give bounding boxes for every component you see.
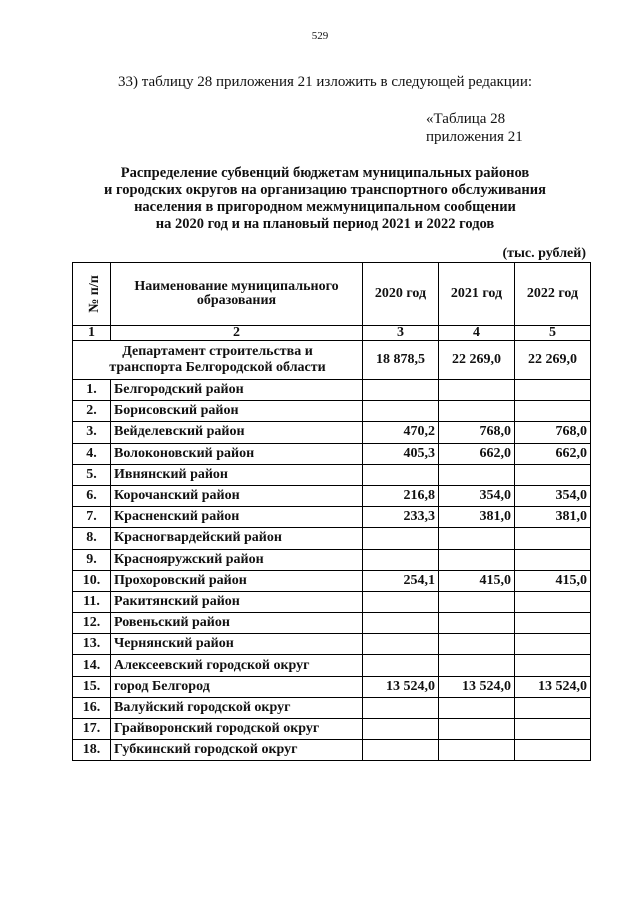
column-index: 2: [111, 326, 363, 341]
table-row: [73, 422, 591, 443]
table-row: [73, 401, 591, 422]
row-number: 8.: [73, 528, 111, 549]
municipality-name: Губкинский городской округ: [111, 740, 363, 761]
table-row: [73, 613, 591, 634]
value-2021: 13 524,0: [439, 676, 515, 697]
value-2020: [363, 380, 439, 401]
table-row: [73, 485, 591, 506]
value-2020: 405,3: [363, 443, 439, 464]
row-number: 4.: [73, 443, 111, 464]
value-2020: [363, 591, 439, 612]
municipality-name: Ровеньский район: [111, 613, 363, 634]
row-number: 2.: [73, 401, 111, 422]
header-name-line-1: Наименование муниципального: [134, 279, 339, 294]
value-2020: 470,2: [363, 422, 439, 443]
municipality-name: Вейделевский район: [111, 422, 363, 443]
value-2022: [515, 380, 591, 401]
table-row: [73, 464, 591, 485]
title-line: на 2020 год и на плановый период 2021 и 2022 годов: [155, 216, 495, 232]
municipality-name: Грайворонский городской округ: [111, 719, 363, 740]
value-2022: 354,0: [515, 485, 591, 506]
table-row: [73, 634, 591, 655]
table-row: [73, 655, 591, 676]
row-number: 13.: [73, 634, 111, 655]
municipality-name: Красненский район: [111, 507, 363, 528]
value-2020: [363, 464, 439, 485]
value-2020: 254,1: [363, 570, 439, 591]
value-2020: 13 524,0: [363, 676, 439, 697]
table-row: [73, 697, 591, 718]
department-row: [73, 341, 591, 380]
value-2022: [515, 401, 591, 422]
value-2021: 354,0: [439, 485, 515, 506]
municipality-name: Красногвардейский район: [111, 528, 363, 549]
header-2021: 2021 год: [439, 263, 515, 326]
header-name: [111, 263, 363, 326]
municipality-name: Белгородский район: [111, 380, 363, 401]
table-row: [73, 719, 591, 740]
value-2021: [439, 549, 515, 570]
value-2022: [515, 697, 591, 718]
municipality-name: Прохоровский район: [111, 570, 363, 591]
value-2022: [515, 613, 591, 634]
value-2020: [363, 401, 439, 422]
value-2021: [439, 613, 515, 634]
row-number: 17.: [73, 719, 111, 740]
table-row: [73, 507, 591, 528]
value-2022: [515, 549, 591, 570]
header-number-label: № п/п: [86, 275, 102, 313]
value-2020: 233,3: [363, 507, 439, 528]
row-number: 5.: [73, 464, 111, 485]
row-number: 14.: [73, 655, 111, 676]
value-2020: [363, 697, 439, 718]
table-row: [73, 740, 591, 761]
municipality-name: Борисовский район: [111, 401, 363, 422]
department-name: [73, 341, 363, 380]
municipality-name: Ракитянский район: [111, 591, 363, 612]
value-2021: 381,0: [439, 507, 515, 528]
value-2021: [439, 719, 515, 740]
table-row: [73, 380, 591, 401]
table-row: [73, 676, 591, 697]
value-2021: 768,0: [439, 422, 515, 443]
value-2022: [515, 655, 591, 676]
column-index-row: [73, 326, 591, 341]
header-number: [73, 263, 111, 326]
value-2021: [439, 740, 515, 761]
row-number: 6.: [73, 485, 111, 506]
header-2022: 2022 год: [515, 263, 591, 326]
value-2022: 381,0: [515, 507, 591, 528]
table-reference: [426, 110, 523, 146]
value-2022: 662,0: [515, 443, 591, 464]
table-row: [73, 549, 591, 570]
department-name-line-1: Департамент строительства и: [122, 344, 313, 359]
value-2022: [515, 464, 591, 485]
value-2022: [515, 591, 591, 612]
value-2022: 13 524,0: [515, 676, 591, 697]
value-2021: [439, 401, 515, 422]
table-row: [73, 528, 591, 549]
column-index: 3: [363, 326, 439, 341]
value-2021: [439, 380, 515, 401]
subsidy-table: [72, 262, 591, 761]
department-value-2020: 18 878,5: [363, 341, 439, 380]
value-2020: [363, 528, 439, 549]
municipality-name: Валуйский городской округ: [111, 697, 363, 718]
row-number: 9.: [73, 549, 111, 570]
municipality-name: Волоконовский район: [111, 443, 363, 464]
row-number: 16.: [73, 697, 111, 718]
value-2022: [515, 528, 591, 549]
municipality-name: Ивнянский район: [111, 464, 363, 485]
row-number: 10.: [73, 570, 111, 591]
value-2021: 662,0: [439, 443, 515, 464]
title-line: Распределение субвенций бюджетам муниципальных районов: [120, 165, 530, 181]
column-index: 5: [515, 326, 591, 341]
table-header-row: [73, 263, 591, 326]
municipality-name: Алексеевский городской округ: [111, 655, 363, 676]
table-row: [73, 443, 591, 464]
value-2020: [363, 740, 439, 761]
header-2020: 2020 год: [363, 263, 439, 326]
value-2022: 768,0: [515, 422, 591, 443]
row-number: 7.: [73, 507, 111, 528]
department-name-line-2: транспорта Белгородской области: [109, 360, 326, 375]
row-number: 3.: [73, 422, 111, 443]
value-2022: [515, 740, 591, 761]
department-value-2021: 22 269,0: [439, 341, 515, 380]
value-2020: 216,8: [363, 485, 439, 506]
value-2022: 415,0: [515, 570, 591, 591]
row-number: 15.: [73, 676, 111, 697]
value-2020: [363, 549, 439, 570]
value-2020: [363, 719, 439, 740]
units-label: (тыс. рублей): [502, 246, 586, 261]
column-index: 4: [439, 326, 515, 341]
value-2020: [363, 613, 439, 634]
value-2021: [439, 528, 515, 549]
intro-text: 33) таблицу 28 приложения 21 изложить в следующей редакции:: [118, 74, 533, 90]
municipality-name: Чернянский район: [111, 634, 363, 655]
municipality-name: Краснояружский район: [111, 549, 363, 570]
value-2020: [363, 634, 439, 655]
value-2022: [515, 719, 591, 740]
value-2020: [363, 655, 439, 676]
table-ref-line-2: приложения 21: [426, 129, 523, 145]
table-ref-line-1: «Таблица 28: [426, 111, 506, 127]
title-line: и городских округов на организацию транспортного обслуживания: [104, 182, 546, 198]
value-2021: 415,0: [439, 570, 515, 591]
column-index: 1: [73, 326, 111, 341]
municipality-name: Корочанский район: [111, 485, 363, 506]
value-2021: [439, 655, 515, 676]
value-2022: [515, 634, 591, 655]
value-2021: [439, 697, 515, 718]
document-title: [60, 165, 590, 233]
municipality-name: город Белгород: [111, 676, 363, 697]
value-2021: [439, 634, 515, 655]
table-row: [73, 570, 591, 591]
row-number: 18.: [73, 740, 111, 761]
row-number: 1.: [73, 380, 111, 401]
row-number: 12.: [73, 613, 111, 634]
table-row: [73, 591, 591, 612]
header-name-line-2: образования: [196, 293, 277, 308]
value-2021: [439, 591, 515, 612]
value-2021: [439, 464, 515, 485]
page-number: 529: [311, 30, 329, 42]
row-number: 11.: [73, 591, 111, 612]
department-value-2022: 22 269,0: [515, 341, 591, 380]
title-line: населения в пригородном межмуниципальном сообщении: [134, 199, 516, 215]
